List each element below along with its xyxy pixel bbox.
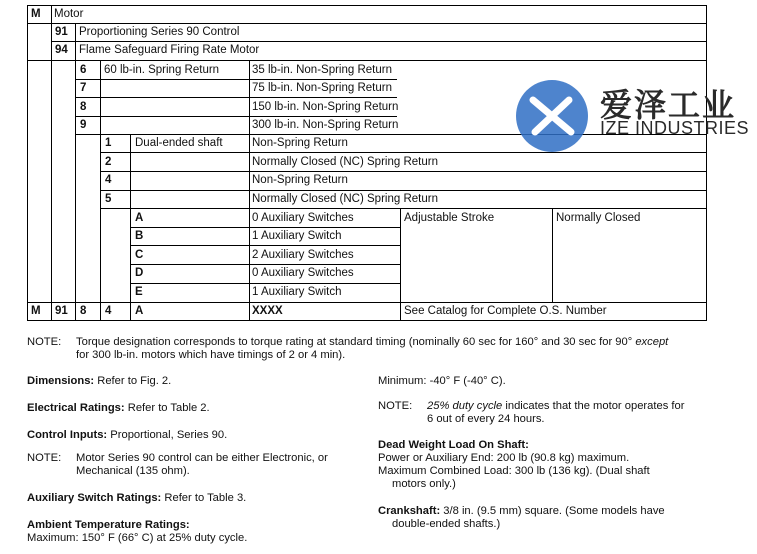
dead-weight-line1: Power or Auxiliary End: 200 lb (90.8 kg) maximum.: [378, 452, 630, 464]
aux-switch-text: Refer to Table 3.: [161, 492, 247, 504]
torque-code: 6: [80, 64, 87, 76]
torque-option: 75 lb-in. Non-Spring Return: [252, 82, 392, 94]
example-code: 4: [105, 305, 112, 317]
shaft-option: Normally Closed (NC) Spring Return: [252, 193, 438, 205]
example-code: M: [31, 305, 41, 317]
normally-closed-label: Normally Closed: [556, 212, 641, 224]
dimensions-heading: Dimensions:: [27, 375, 95, 387]
adjustable-stroke-label: Adjustable Stroke: [404, 212, 495, 224]
example-xxxx: XXXX: [252, 305, 283, 317]
torque-note-line2: for 300 lb-in. motors which have timings of 2 or 4 min).: [76, 349, 346, 361]
dead-weight-heading: [378, 439, 529, 452]
series-note-line1: Motor Series 90 control can be either Electronic, or: [76, 452, 328, 464]
series-note-line2: Mechanical (135 ohm).: [76, 465, 190, 477]
shaft-option: Non-Spring Return: [252, 137, 348, 149]
series-90-label: Proportioning Series 90 Control: [79, 26, 240, 38]
aux-code: E: [135, 286, 143, 298]
duty-note-line2: 6 out of every 24 hours.: [427, 413, 545, 425]
torque-option: 150 lb-in. Non-Spring Return: [252, 101, 399, 113]
torque-code: 9: [80, 119, 87, 131]
control-inputs-heading: Control Inputs:: [27, 429, 108, 441]
code-91: 91: [55, 26, 68, 38]
note-label: NOTE:: [27, 336, 62, 348]
except-emphasis: except: [635, 336, 669, 348]
aux-code: A: [135, 212, 144, 224]
duty-note-text: indicates that the motor operates for: [502, 400, 685, 412]
electrical-heading: Electrical Ratings:: [27, 402, 125, 414]
spring-return-label: 60 lb-in. Spring Return: [104, 64, 220, 76]
duty-note-line1: [427, 400, 684, 413]
crankshaft-heading: Crankshaft:: [378, 505, 441, 517]
electrical-spec: [27, 402, 210, 415]
torque-code: 8: [80, 101, 87, 113]
aux-code: C: [135, 249, 144, 261]
ambient-min-text: Minimum: -40° F (-40° C).: [378, 375, 506, 387]
aux-option: 1 Auxiliary Switch: [252, 230, 342, 242]
logo-chinese-text: 爱泽工业: [600, 86, 737, 124]
control-inputs-spec: [27, 429, 227, 442]
example-code: 91: [55, 305, 68, 317]
aux-option: 0 Auxiliary Switches: [252, 212, 354, 224]
example-code: 8: [80, 305, 87, 317]
note-label: NOTE:: [378, 400, 413, 412]
shaft-option: Normally Closed (NC) Spring Return: [252, 156, 438, 168]
dimensions-spec: [27, 375, 171, 388]
ambient-heading-text: Ambient Temperature Ratings:: [27, 519, 190, 531]
code-94: 94: [55, 44, 68, 56]
example-code: A: [135, 305, 144, 317]
note-label: NOTE:: [27, 452, 62, 464]
dead-weight-line2: Maximum Combined Load: 300 lb (136 kg). (Dual shaft: [378, 465, 650, 477]
crankshaft-line2: double-ended shafts.): [392, 518, 501, 530]
shaft-code: 1: [105, 137, 112, 149]
aux-option: 2 Auxiliary Switches: [252, 249, 354, 261]
logo-english-text: IZE INDUSTRIES: [600, 118, 750, 138]
code-m: M: [31, 8, 41, 20]
ambient-max-text: Maximum: 150° F (66° C) at 25% duty cycle.: [27, 532, 248, 544]
aux-option: 0 Auxiliary Switches: [252, 267, 354, 279]
torque-option: 300 lb-in. Non-Spring Return: [252, 119, 399, 131]
control-inputs-text: Proportional, Series 90.: [107, 429, 228, 441]
dead-weight-line3: motors only.): [392, 478, 456, 490]
electrical-text: Refer to Table 2.: [124, 402, 210, 414]
aux-switch-heading: Auxiliary Switch Ratings:: [27, 492, 162, 504]
shaft-code: 4: [105, 174, 112, 186]
ambient-heading: [27, 519, 190, 532]
torque-note: [76, 336, 716, 349]
shaft-code: 2: [105, 156, 112, 168]
motor-label: Motor: [54, 8, 84, 20]
duty-cycle-emphasis: 25% duty cycle: [427, 400, 503, 412]
aux-code: B: [135, 230, 144, 242]
dimensions-text: Refer to Fig. 2.: [94, 375, 172, 387]
dual-ended-shaft-label: Dual-ended shaft: [135, 137, 223, 149]
torque-code: 7: [80, 82, 87, 94]
aux-option: 1 Auxiliary Switch: [252, 286, 342, 298]
torque-note-text: Torque designation corresponds to torque rating at standard timing (nominally 60 sec for 160° and 30 sec for 90°: [76, 336, 636, 348]
catalog-note: See Catalog for Complete O.S. Number: [404, 305, 607, 317]
crankshaft-spec: [378, 505, 665, 518]
crankshaft-text: 3/8 in. (9.5 mm) square. (Some models have: [440, 505, 665, 517]
dead-weight-heading-text: Dead Weight Load On Shaft:: [378, 439, 529, 451]
flame-safeguard-label: Flame Safeguard Firing Rate Motor: [79, 44, 260, 56]
torque-option: 35 lb-in. Non-Spring Return: [252, 64, 392, 76]
aux-code: D: [135, 267, 144, 279]
shaft-option: Non-Spring Return: [252, 174, 348, 186]
aux-switch-spec: [27, 492, 246, 505]
shaft-code: 5: [105, 193, 112, 205]
